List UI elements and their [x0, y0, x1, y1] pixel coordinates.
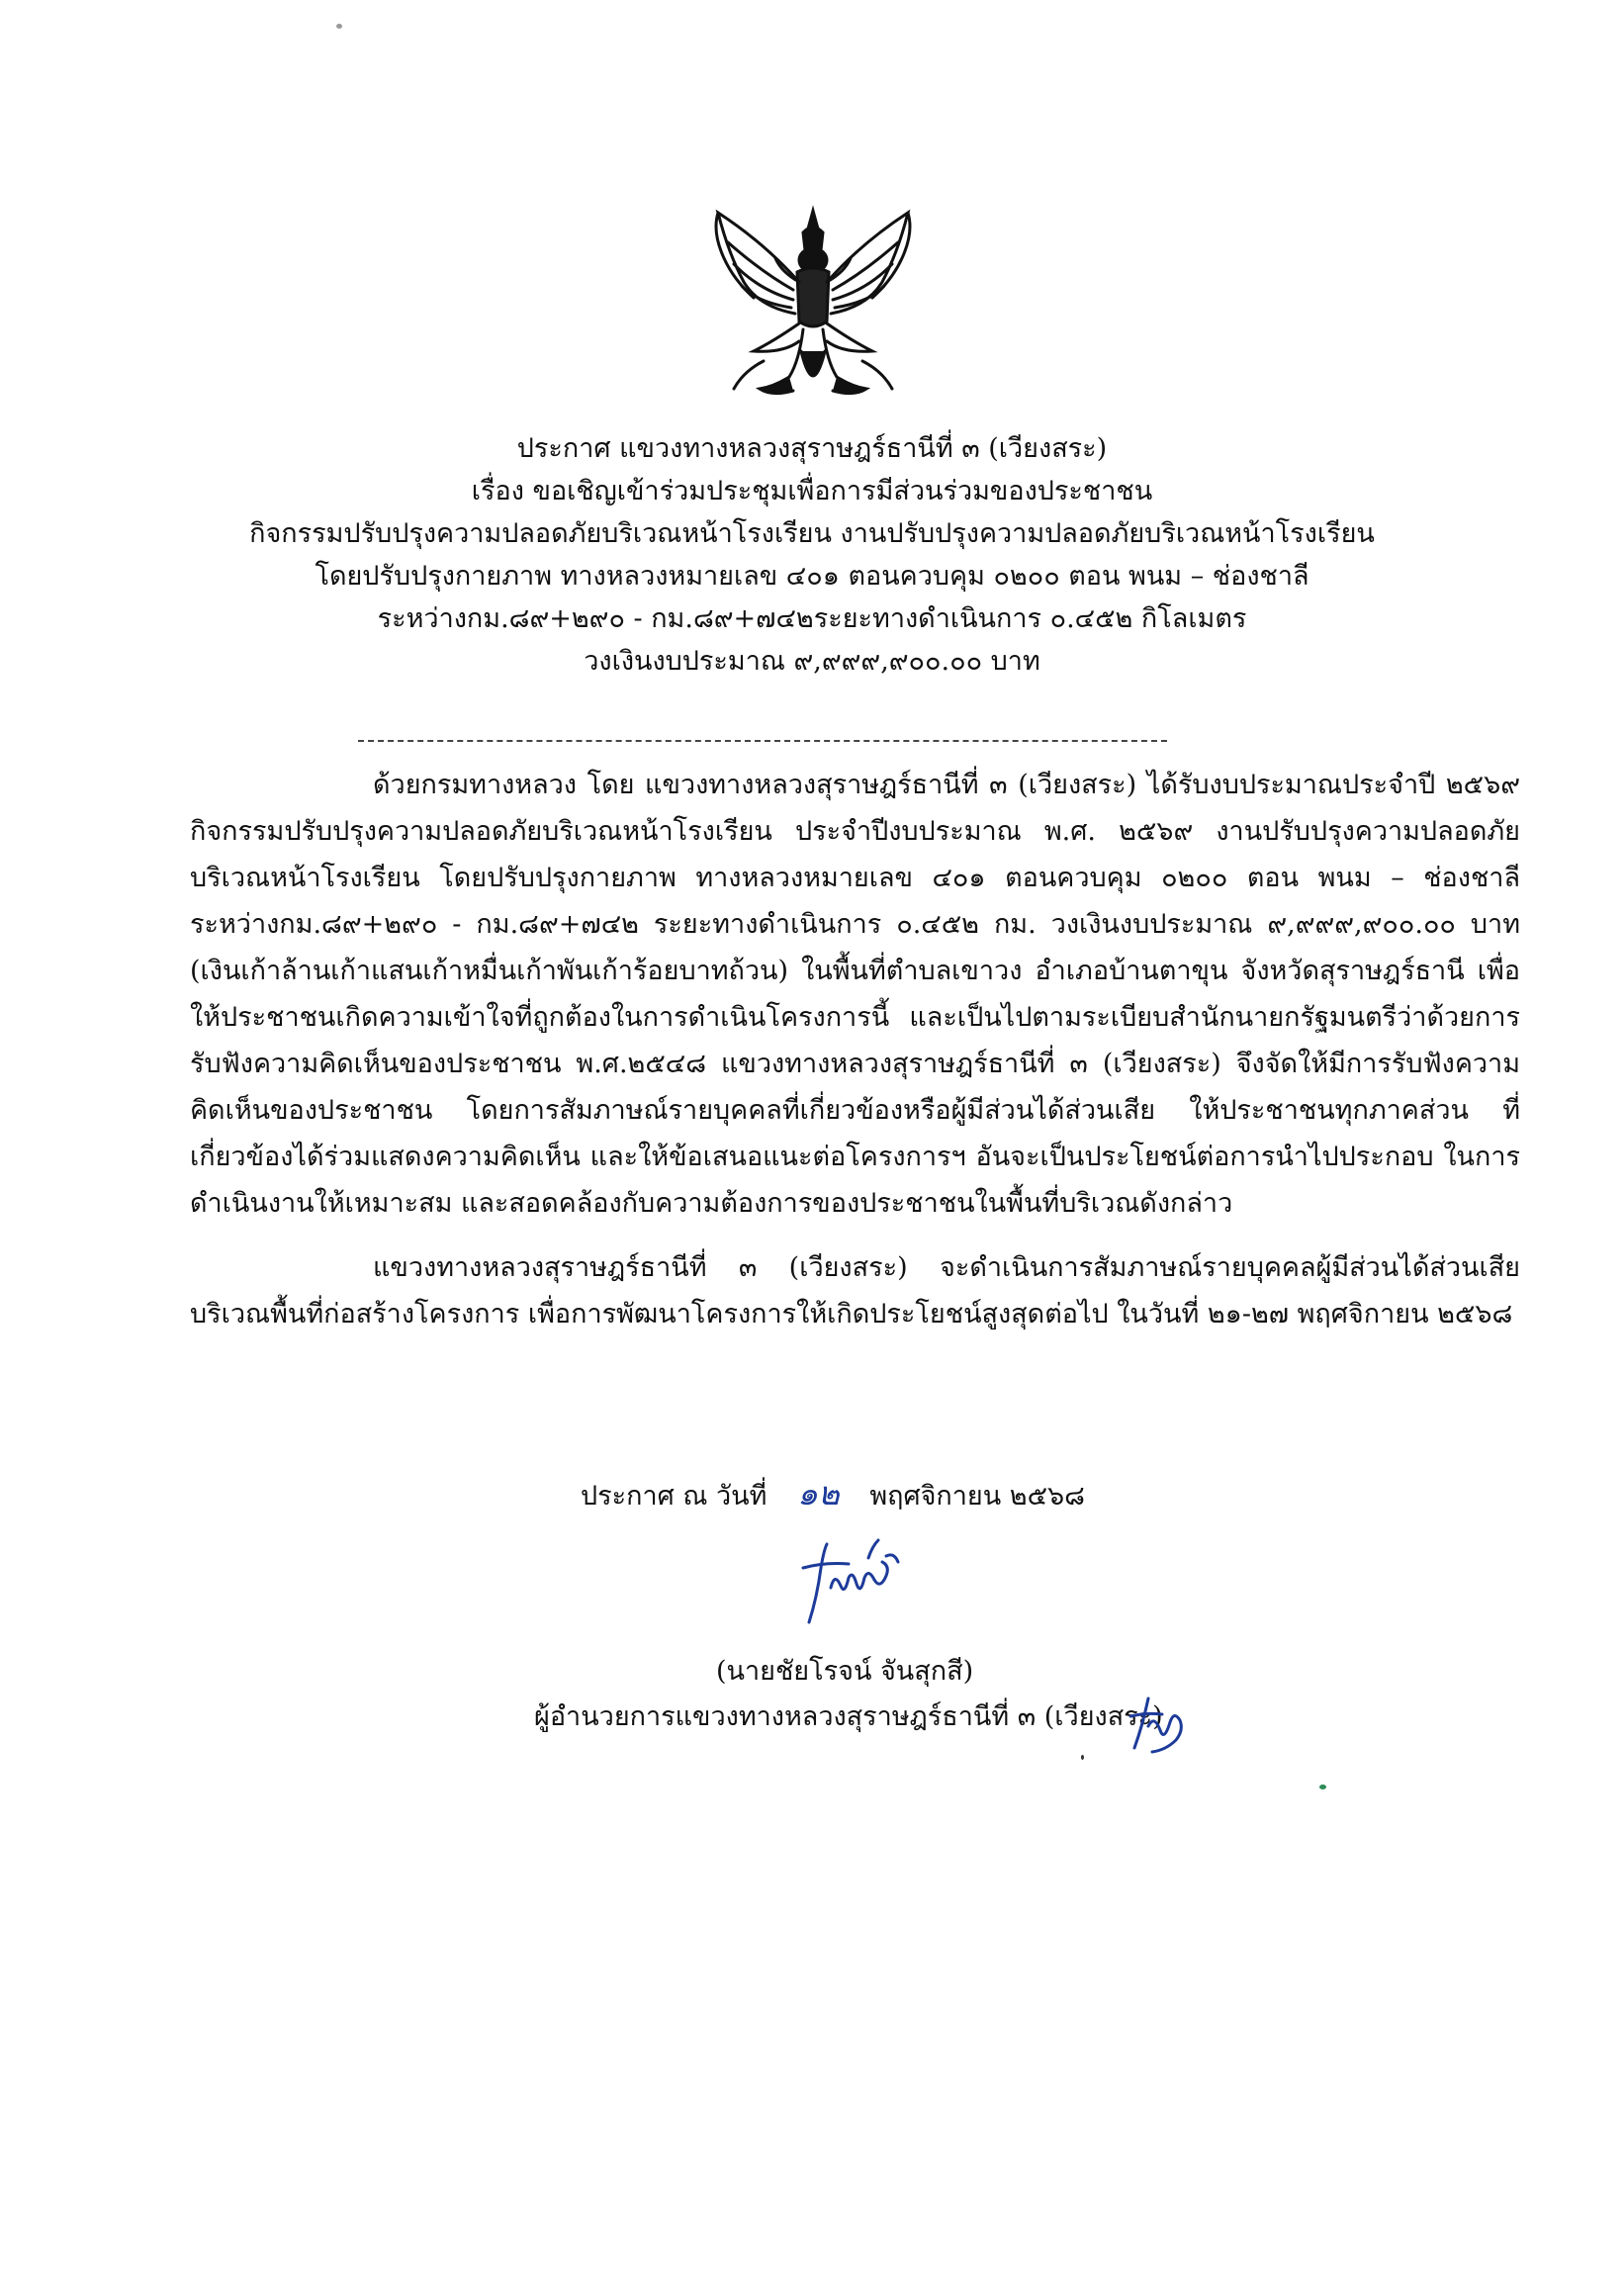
scan-speck [336, 24, 342, 29]
announcement-body [190, 762, 1520, 1355]
signer-title: ผู้อำนวยการแขวงทางหลวงสุราษฎร์ธานีที่ ๓ (เวียงสระ) [534, 1701, 1163, 1732]
heading-line-3: กิจกรรมปรับปรุงความปลอดภัยบริเวณหน้าโรงเรียน งานปรับปรุงความปลอดภัยบริเวณหน้าโรงเรียน [249, 518, 1375, 549]
announce-date [581, 1474, 1085, 1516]
announce-date-day: ๑๒ [797, 1474, 840, 1513]
heading-line-6: วงเงินงบประมาณ ๙,๙๙๙,๙๐๐.๐๐ บาท [584, 646, 1040, 677]
scan-speck [1081, 1755, 1084, 1760]
signer-name: (นายชัยโรจน์ จันสุกสี) [716, 1656, 974, 1687]
heading-line-4: โดยปรับปรุงกายภาพ ทางหลวงหมายเลข ๔๐๑ ตอนควบคุม ๐๒๐๐ ตอน พนม – ช่องชาลี [315, 561, 1309, 592]
announce-date-prefix: ประกาศ ณ วันที่ [581, 1481, 767, 1512]
heading-line-1: ประกาศ แขวงทางหลวงสุราษฎร์ธานีที่ ๓ (เวียงสระ) [516, 433, 1108, 464]
dashed-divider [358, 740, 1167, 742]
signature-icon [791, 1528, 920, 1637]
announce-date-month-year: พฤศจิกายน ๒๕๖๘ [869, 1481, 1085, 1512]
royal-garuda-emblem-icon [704, 203, 922, 415]
initials-icon [1123, 1687, 1192, 1761]
scan-speck [1319, 1785, 1326, 1789]
heading-line-2: เรื่อง ขอเชิญเข้าร่วมประชุมเพื่อการมีส่วนร่วมของประชาชน [471, 476, 1153, 506]
announcement-heading [198, 427, 1426, 683]
body-paragraph-1: ด้วยกรมทางหลวง โดย แขวงทางหลวงสุราษฎร์ธานีที่ ๓ (เวียงสระ) ได้รับงบประมาณประจำปี ๒๕๖๙ กิจกรรมปรับปรุงความปลอดภัยบริเวณหน้าโรงเรียน ประจำปีงบประมาณ พ.ศ. ๒๕๖๙ งานปรับปรุงความปลอดภัยบริเวณหน้าโรงเรียน โดยปรับปรุงกายภาพ ทางหลวงหมายเลข ๔๐๑ ตอนควบคุม ๐๒๐๐ ตอน พนม – ช่องชาลี ระหว่างกม.๘๙+๒๙๐ - กม.๘๙+๗๔๒ ระยะทางดำเนินการ ๐.๔๕๒ กม. วงเงินงบประมาณ ๙,๙๙๙,๙๐๐.๐๐ บาท (เงินเก้าล้านเก้าแสนเก้าหมื่นเก้าพันเก้าร้อยบาทถ้วน) ในพื้นที่ตำบลเขาวง อำเภอบ้านตาขุน จังหวัดสุราษฎร์ธานี เพื่อให้ประชาชนเกิดความเข้าใจที่ถูกต้องในการดำเนินโครงการนี้ และเป็นไปตามระเบียบสำนักนายกรัฐมนตรีว่าด้วยการรับฟังความคิดเห็นของประชาชน พ.ศ.๒๕๔๘ แขวงทางหลวงสุราษฎร์ธานีที่ ๓ (เวียงสระ) จึงจัดให้มีการรับฟังความคิดเห็นของประชาชน โดยการสัมภาษณ์รายบุคคลที่เกี่ยวข้องหรือผู้มีส่วนได้ส่วนเสีย ให้ประชาชนทุกภาคส่วน ที่เกี่ยวข้องได้ร่วมแสดงความคิดเห็น และให้ข้อเสนอแนะต่อโครงการฯ อันจะเป็นประโยชน์ต่อการนำไปประกอบ ในการดำเนินงานให้เหมาะสม และสอดคล้องกับความต้องการของประชาชนในพื้นที่บริเวณดังกล่าว [190, 770, 1520, 1219]
heading-line-5: ระหว่างกม.๘๙+๒๙๐ - กม.๘๙+๗๔๒ระยะทางดำเนินการ ๐.๔๕๒ กิโลเมตร [377, 603, 1247, 634]
body-paragraph-2: แขวงทางหลวงสุราษฎร์ธานีที่ ๓ (เวียงสระ) จะดำเนินการสัมภาษณ์รายบุคคลผู้มีส่วนได้ส่วนเสียบริเวณพื้นที่ก่อสร้างโครงการ เพื่อการพัฒนาโครงการให้เกิดประโยชน์สูงสุดต่อไป ในวันที่ ๒๑-๒๗ พฤศจิกายน ๒๕๖๘ [190, 1252, 1520, 1329]
